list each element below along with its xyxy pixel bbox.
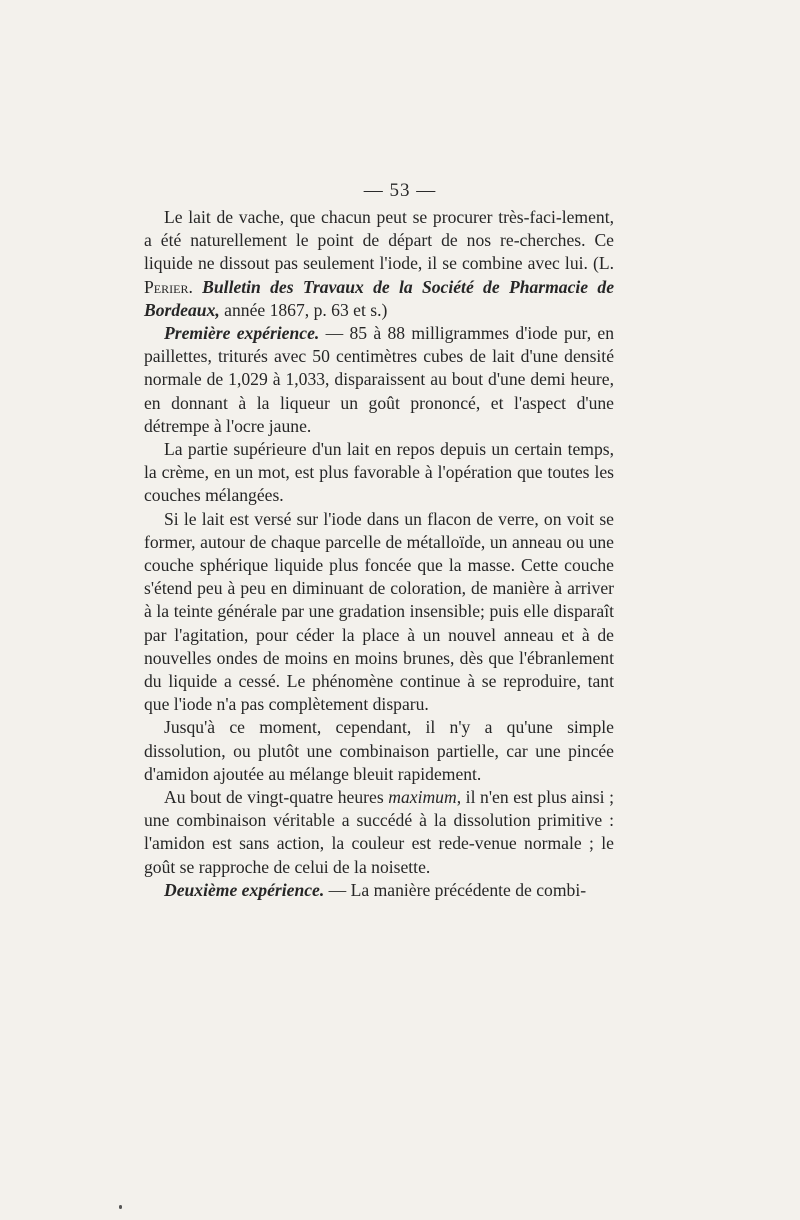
body-text [144,206,614,902]
paragraph-2 [144,322,614,438]
paragraph-5: Jusqu'à ce moment, cependant, il n'y a qu'une simple dissolution, ou plutôt une combinaison partielle, car une pincée d'amidon ajoutée au mélange bleuit rapidement. [144,717,614,784]
paragraph-7 [144,879,614,902]
paragraph-3: La partie supérieure d'un lait en repos depuis un certain temps, la crème, en un mot, est plus favorable à l'opération que toutes les couches mélangées. [144,439,614,506]
emphasis-maximum: maximum [388,787,457,808]
paragraph-6-end: , il n'en est plus ainsi ; une combinaison véritable a succédé à la dissolution primitive : l'amidon est sans action, la couleur est rede-venue normale ; le goût se rapproche de celui de la noisette. [144,787,614,877]
paragraph-2-text: — 85 à 88 milligrammes d'iode pur, en paillettes, triturés avec 50 centimètres cubes de lait d'une densité normale de 1,029 à 1,033, disparaissent au bout d'une demi heure, en donnant à la liqueur un goût prononcé, et l'aspect d'une détrempe à l'ocre jaune. [144,323,614,436]
paragraph-1 [144,206,614,322]
paragraph-6-text: Au bout de vingt-quatre heures [164,787,389,808]
author-name: Perier [144,276,189,297]
journal-title: Bulletin des Travaux de la Société de Pharmacie de Bordeaux, [144,276,615,320]
experiment-2-label: Deuxième expérience. [164,879,325,900]
ink-speck [119,1205,122,1209]
paragraph-1-end: année 1867, p. 63 et s.) [219,299,388,320]
paragraph-1-text: Le lait de vache, que chacun peut se procurer très-faci-lement, a été naturellement le point de départ de nos re-cherches. Ce liquide ne dissout pas seulement l'iode, il se combine avec lui. (L. [144,207,614,274]
paragraph-4: Si le lait est versé sur l'iode dans un flacon de verre, on voit se former, autour de chaque parcelle de métalloïde, un anneau ou une couche sphérique liquide plus foncée que la masse. Cette couche s'étend peu à peu en diminuant de coloration, de manière à arriver à la teinte générale par une gradation insensible; puis elle disparaît par l'agitation, pour céder la place à un nouvel anneau et à de nouvelles ondes de moins en moins brunes, dès que l'ébranlement du liquide a cessé. Le phénomène continue à se reproduire, tant que l'iode n'a pas complètement disparu. [144,508,614,715]
paragraph-1-sep: . [188,276,203,297]
paragraph-7-text: — La manière précédente de combi- [324,879,587,900]
paragraph-6 [144,786,614,879]
experiment-1-label: Première expérience. [164,323,320,344]
page-number: — 53 — [363,180,437,201]
